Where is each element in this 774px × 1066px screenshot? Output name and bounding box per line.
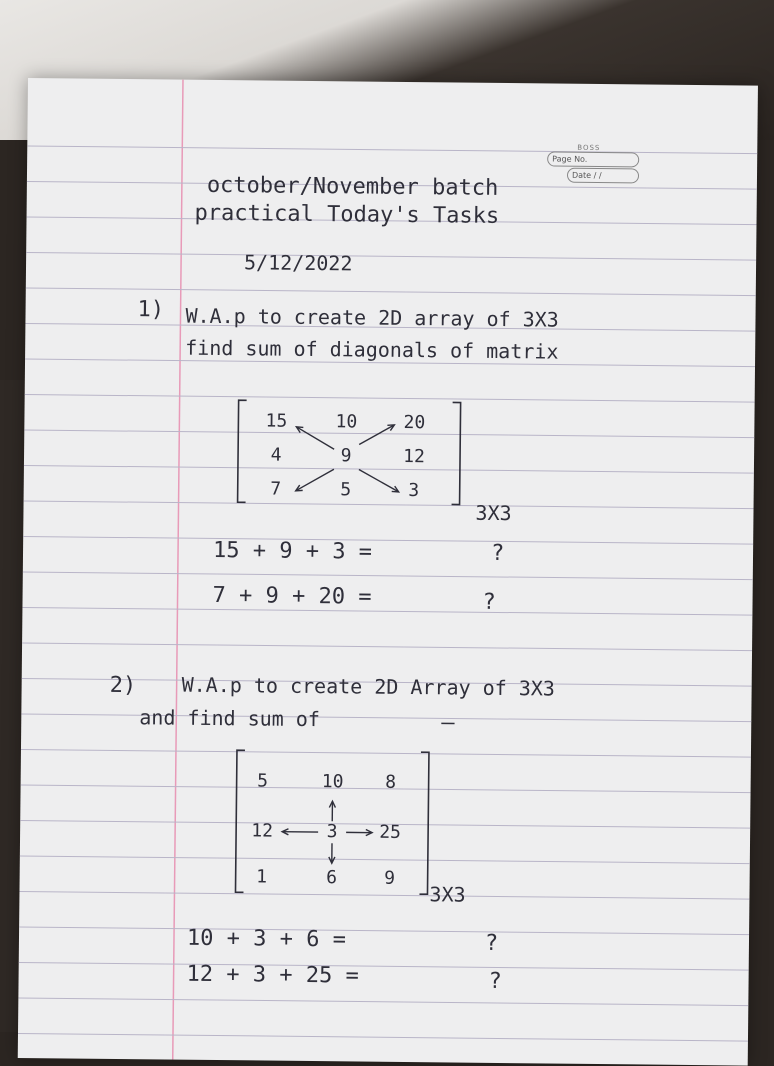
task1-matrix-cell: 10 xyxy=(335,411,357,432)
ruled-line xyxy=(19,962,749,970)
ruled-line xyxy=(18,998,748,1006)
ruled-line xyxy=(19,891,749,899)
task2-eq1-rhs: ? xyxy=(485,931,499,956)
task2-matrix-bracket-right xyxy=(419,752,428,894)
task1-matrix-cell: 5 xyxy=(340,479,351,500)
task1-size-label: 3X3 xyxy=(475,501,511,525)
task1-eq2-rhs: ? xyxy=(482,590,496,615)
task2-line-2: and find sum of xyxy=(139,705,320,731)
task2-eq2-rhs: ? xyxy=(488,969,502,994)
ruled-line xyxy=(19,927,749,935)
header-date: 5/12/2022 xyxy=(244,250,353,275)
ruled-line xyxy=(26,252,756,260)
task2-matrix-cell: 10 xyxy=(322,771,344,792)
task1-matrix-cell: 4 xyxy=(271,445,282,466)
task2-line-1: W.A.p to create 2D Array of 3X3 xyxy=(182,673,556,701)
ruled-line xyxy=(23,572,753,580)
task1-matrix-cell: 7 xyxy=(270,479,281,500)
diagonal-arrow xyxy=(359,469,399,491)
page-number-box xyxy=(547,145,639,182)
task1-matrix-cell: 15 xyxy=(265,411,287,432)
task2-matrix-bracket-left xyxy=(235,750,244,892)
header-line-2: practical Today's Tasks xyxy=(194,201,499,229)
ruled-line xyxy=(22,607,752,615)
task1-matrix-cell: 20 xyxy=(403,412,425,433)
task2-matrix-cell: 5 xyxy=(257,770,268,791)
task2-size-label: 3X3 xyxy=(429,882,465,906)
task1-eq1-lhs: 15 + 9 + 3 = xyxy=(213,538,372,565)
ruled-line xyxy=(27,146,757,154)
header-line-1: october/November batch xyxy=(207,173,499,201)
date-field: Date / / xyxy=(567,168,639,184)
antidiagonal-arrow xyxy=(359,424,394,444)
task1-eq1-rhs: ? xyxy=(491,541,505,566)
ruled-line xyxy=(23,536,753,544)
task2-matrix-cell: 25 xyxy=(379,822,401,843)
task1-eq2-lhs: 7 + 9 + 20 = xyxy=(212,583,371,610)
page-no-field: Page No. xyxy=(547,151,639,167)
task2-number: 2) xyxy=(110,673,137,698)
task2-dash: — xyxy=(441,710,455,735)
antidiagonal-arrow xyxy=(296,469,334,491)
task1-matrix-cell: 3 xyxy=(408,480,419,501)
brand-mark: BOSS xyxy=(577,144,600,152)
task2-eq1-lhs: 10 + 3 + 6 = xyxy=(187,926,346,953)
task1-number: 1) xyxy=(137,297,164,322)
task2-matrix-cell: 1 xyxy=(256,866,267,887)
task2-matrix xyxy=(232,748,433,890)
task2-matrix-cell: 8 xyxy=(385,772,396,793)
task1-matrix xyxy=(234,398,465,510)
task1-matrix-bracket-left xyxy=(238,400,247,502)
task1-matrix-bracket-right xyxy=(452,402,461,504)
task2-eq2-lhs: 12 + 3 + 25 = xyxy=(186,962,358,989)
task1-matrix-cell: 9 xyxy=(341,445,352,466)
diagonal-arrow xyxy=(296,427,334,449)
ruled-line xyxy=(26,288,756,296)
ruled-line xyxy=(22,643,752,651)
task1-matrix-cell: 12 xyxy=(403,446,425,467)
task2-matrix-cell: 6 xyxy=(326,867,337,888)
ruled-line xyxy=(18,1033,748,1041)
task1-line-1: W.A.p to create 2D array of 3X3 xyxy=(185,304,559,332)
task2-matrix-cell: 9 xyxy=(384,868,395,889)
task2-matrix-cell: 3 xyxy=(327,821,338,842)
notebook-page xyxy=(18,78,758,1066)
task2-matrix-cell: 12 xyxy=(251,820,273,841)
ruled-line xyxy=(21,714,751,722)
task1-line-2: find sum of diagonals of matrix xyxy=(185,336,559,364)
